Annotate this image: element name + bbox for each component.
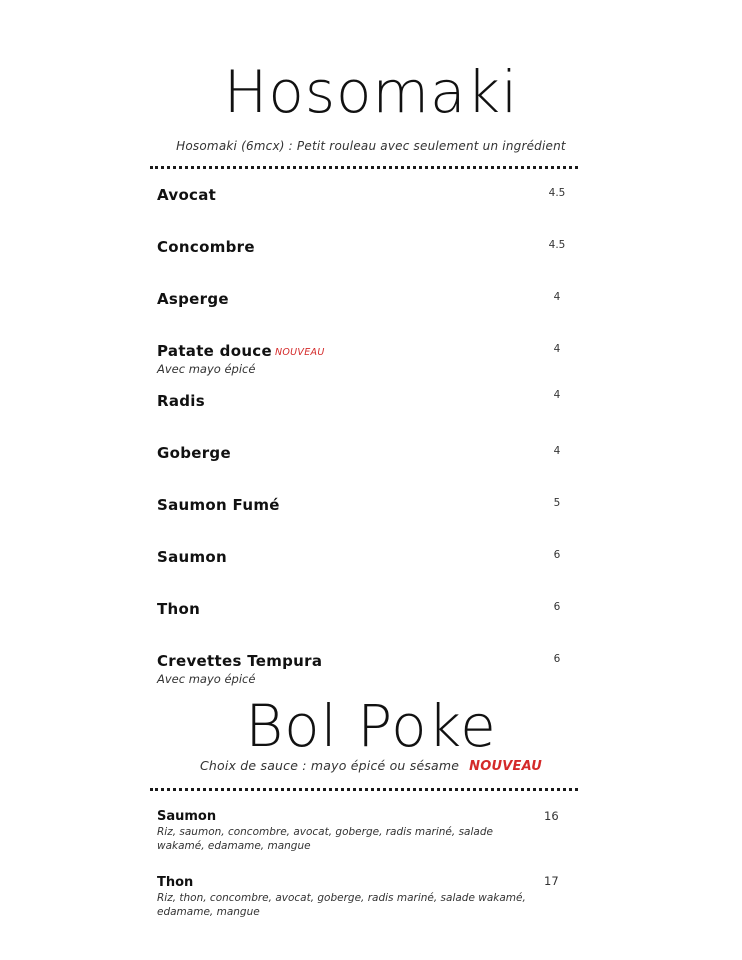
poke-item-description: Riz, thon, concombre, avocat, goberge, radis mariné, salade wakamé, edamame, mangue: [157, 892, 526, 918]
menu-item-name: Goberge: [157, 444, 231, 462]
poke-item-name: Thon: [157, 875, 194, 890]
menu-item-price: 4.5: [548, 239, 566, 251]
menu-item-price: 4: [553, 445, 561, 457]
menu-item-name: Crevettes Tempura: [157, 652, 323, 670]
poke-item-price: 16: [544, 809, 559, 823]
section-title-bol-poke: Bol Poke: [245, 692, 497, 760]
menu-item-name: Patate douce: [157, 342, 272, 360]
menu-item-price: 5: [553, 497, 561, 509]
menu-item-description: Avec mayo épicé: [157, 672, 256, 686]
menu-item-name: Concombre: [157, 238, 255, 256]
menu-item-name: Asperge: [157, 290, 229, 308]
poke-item-price: 17: [544, 874, 559, 888]
menu-item-name: Saumon Fumé: [157, 496, 280, 514]
dotted-divider: [150, 788, 578, 791]
menu-item-price: 4.5: [548, 187, 566, 199]
menu-item-name: Saumon: [157, 548, 228, 566]
new-badge: NOUVEAU: [469, 759, 543, 774]
section-title-hosomaki: Hosomaki: [223, 58, 519, 126]
menu-item-name: Radis: [157, 392, 205, 410]
menu-item-description: Avec mayo épicé: [157, 362, 256, 376]
new-badge: NOUVEAU: [275, 347, 325, 358]
menu-item-price: 4: [553, 291, 561, 303]
menu-item-name: Thon: [157, 600, 201, 618]
poke-item-name: Saumon: [157, 809, 217, 824]
section-subtitle-bol-poke: [0, 758, 742, 774]
menu-item-price: 4: [553, 389, 561, 401]
dotted-divider: [150, 166, 578, 169]
sauce-choice-text: Choix de sauce : mayo épicé ou sésame: [199, 758, 460, 773]
menu-item-price: 6: [553, 653, 561, 665]
menu-item-price: 4: [553, 343, 561, 355]
menu-item-price: 6: [553, 549, 561, 561]
poke-item-description: Riz, saumon, concombre, avocat, goberge, radis mariné, salade wakamé, edamame, mangue: [157, 826, 493, 852]
menu-item-name: Avocat: [157, 186, 217, 204]
menu-item-price: 6: [553, 601, 561, 613]
section-subtitle-hosomaki: Hosomaki (6mcx) : Petit rouleau avec seulement un ingrédient: [176, 139, 566, 153]
